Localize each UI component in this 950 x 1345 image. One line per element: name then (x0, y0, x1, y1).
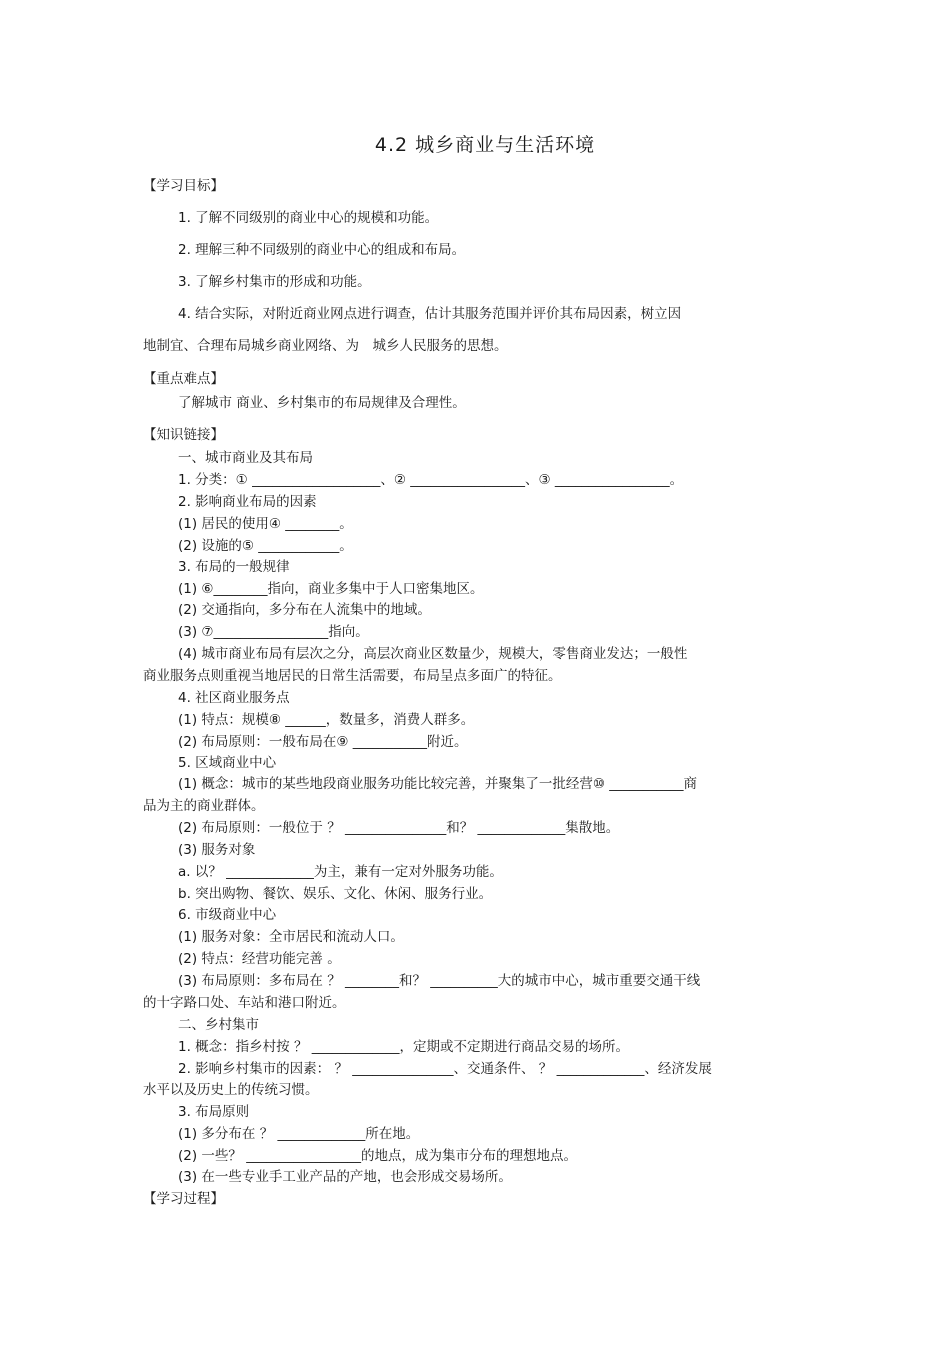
text-line: 2. 影响乡村集市的因素： ？ _______________、交通条件、 ？ _____________、经济发展 (178, 1061, 712, 1077)
text-line: 4. 社区商业服务点 (178, 690, 290, 706)
text-line: 一、城市商业及其布局 (178, 450, 313, 466)
text-line: 3. 布局原则 (178, 1104, 250, 1120)
text-line: (1) 特点：规模⑧ ______，数量多，消费人群多。 (178, 712, 475, 728)
text-line: 1. 概念：指乡村按 ？ _____________，定期或不定期进行商品交易的场所。 (178, 1039, 630, 1055)
text-line: (3) 服务对象 (178, 842, 256, 858)
page-title: 4.2 城乡商业与生活环境 (374, 134, 596, 156)
text-line: (3) 在一些专业手工业产品的产地，也会形成交易场所。 (178, 1169, 512, 1185)
text-line: (2) 布局原则：一般布局在⑨ ___________附近。 (178, 734, 468, 750)
goals-heading: 【学习目标】 (143, 178, 224, 194)
text-line: 商业服务点则重视当地居民的日常生活需要，布局呈点多面广的特征。 (143, 668, 562, 684)
text-line: (3) 布局原则：多布局在 ？ ________和？ __________大的城市中心，城市重要交通干线 (178, 973, 701, 989)
text-line: (3) ⑦_________________指向。 (178, 624, 369, 640)
text-line: (1) ⑥________指向，商业多集中于人口密集地区。 (178, 581, 484, 597)
text-line: (2) 特点：经营功能完善 。 (178, 951, 341, 967)
process-heading: 【学习过程】 (143, 1191, 224, 1207)
key-text: 了解城市 商业、乡村集市的布局规律及合理性。 (178, 395, 466, 411)
text-line: (2) 交通指向，多分布在人流集中的地域。 (178, 602, 431, 618)
text-line: (2) 一些？ _________________的地点，成为集市分布的理想地点。 (178, 1148, 577, 1164)
text-line: 水平以及历史上的传统习惯。 (143, 1082, 319, 1098)
goal-item: 3. 了解乡村集市的形成和功能。 (178, 274, 371, 290)
text-line: (4) 城市商业布局有层次之分，高层次商业区数量少，规模大，零售商业发达；一般性 (178, 646, 688, 662)
link-heading: 【知识链接】 (143, 427, 224, 443)
text-line: (1) 概念：城市的某些地段商业服务功能比较完善，并聚集了一批经营⑩ ___________商 (178, 776, 698, 792)
text-line: (1) 多分布在 ？ _____________所在地。 (178, 1126, 420, 1142)
text-line: b. 突出购物、餐饮、娱乐、文化、休闲、服务行业。 (178, 886, 493, 902)
text-line: 的十字路口处、车站和港口附近。 (143, 995, 346, 1011)
text-line: a. 以？ _____________为主，兼有一定对外服务功能。 (178, 864, 503, 880)
goal-item: 2. 理解三种不同级别的商业中心的组成和布局。 (178, 242, 466, 258)
text-line: 3. 布局的一般规律 (178, 559, 290, 575)
text-line: 5. 区域商业中心 (178, 755, 277, 771)
text-line: (2) 布局原则：一般位于 ？ _______________和？ _____________集散地。 (178, 820, 620, 836)
text-line: (1) 居民的使用④ ________。 (178, 516, 353, 532)
text-line: 2. 影响商业布局的因素 (178, 494, 317, 510)
text-line: 二、乡村集市 (178, 1017, 259, 1033)
key-heading: 【重点难点】 (143, 371, 224, 387)
text-line: 品为主的商业群体。 (143, 798, 265, 814)
text-line: 1. 分类：① ___________________、② _________________、③ _________________。 (178, 472, 684, 488)
text-line: 6. 市级商业中心 (178, 907, 277, 923)
text-line: (1) 服务对象：全市居民和流动人口。 (178, 929, 404, 945)
goal-item: 1. 了解不同级别的商业中心的规模和功能。 (178, 210, 439, 226)
text-line: (2) 设施的⑤ ____________。 (178, 538, 353, 554)
goal-item: 4. 结合实际，对附近商业网点进行调查，估计其服务范围并评价其布局因素，树立因 (178, 306, 682, 322)
goal-item-continued: 地制宜、合理布局城乡商业网络、为 城乡人民服务的思想。 (143, 338, 508, 354)
